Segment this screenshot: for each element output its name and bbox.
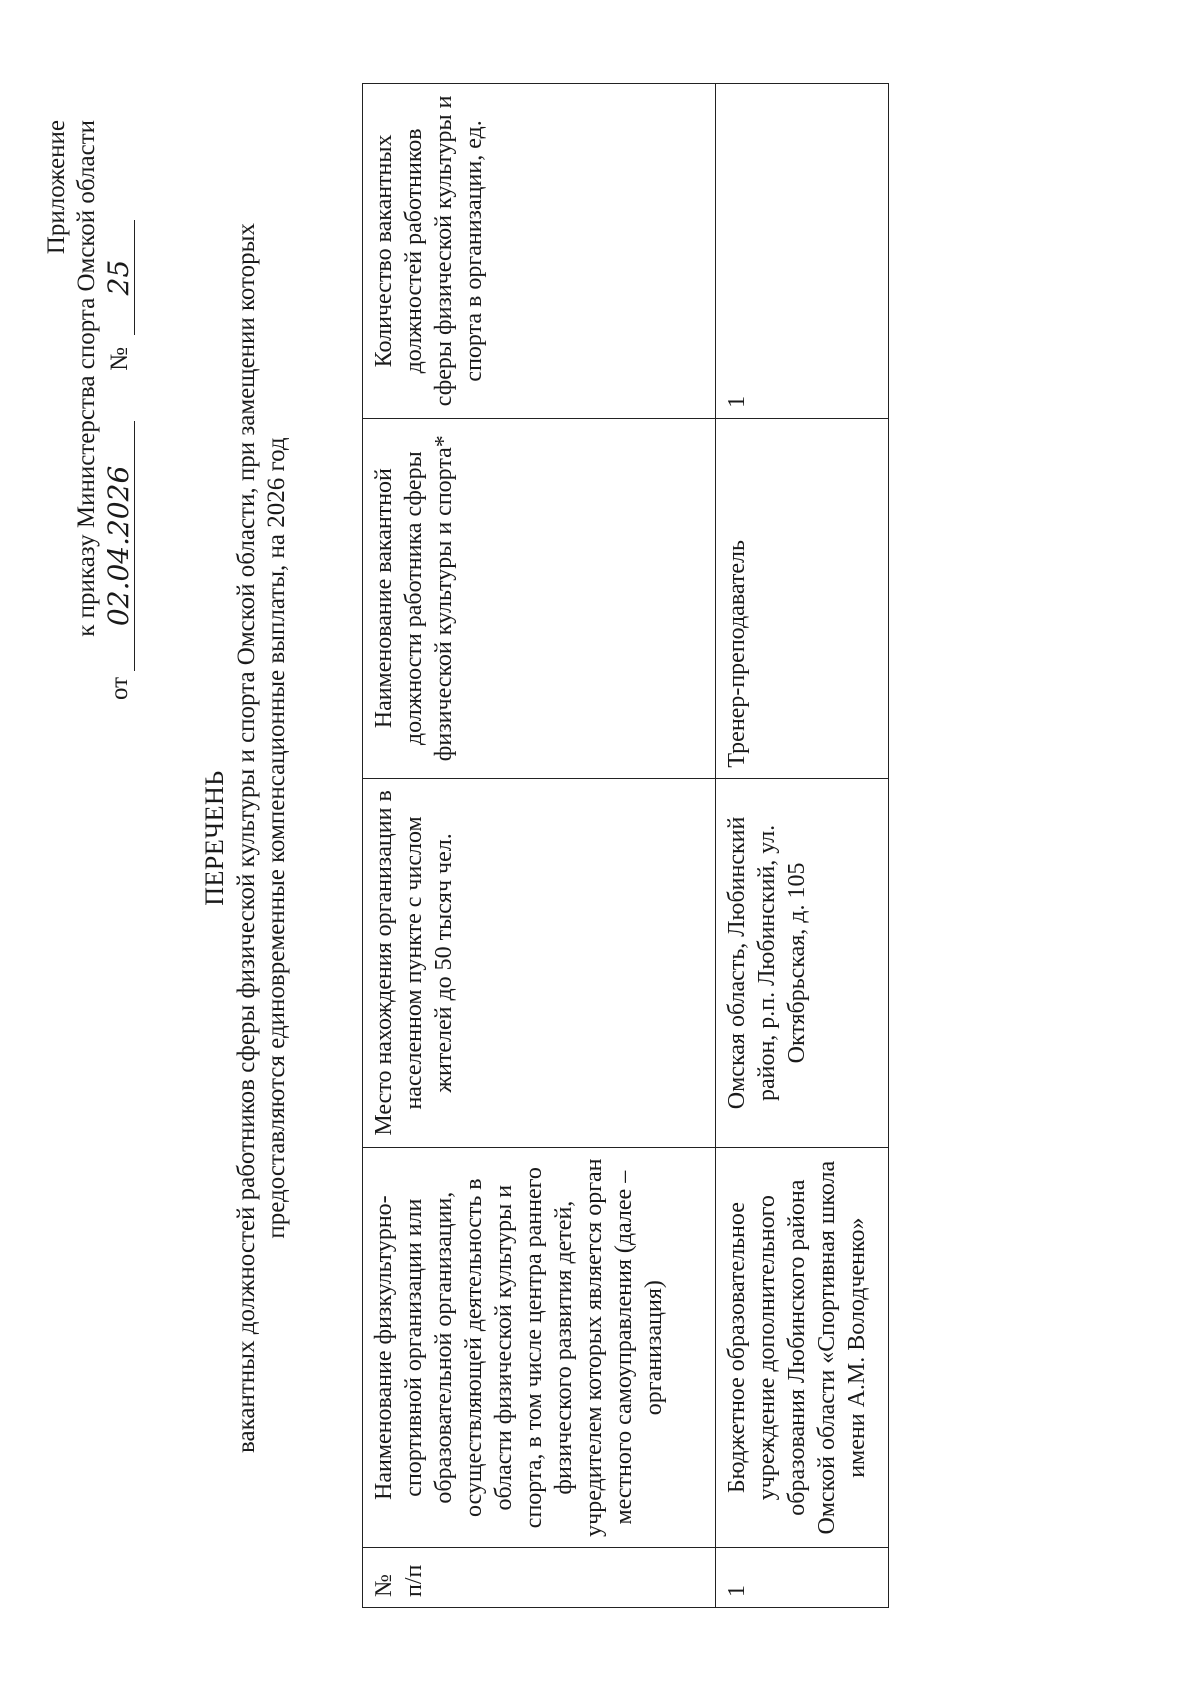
document-title — [200, 98, 292, 1578]
appendix-title: Приложение — [43, 120, 70, 255]
row-position: Тренер-преподаватель — [716, 418, 889, 778]
row-count: 1 — [716, 84, 889, 419]
header-count: Количество вакантных должностей работников сферы физической культуры и спорта в организации, ед. — [363, 84, 716, 419]
title-heading: ПЕРЕЧЕНЬ — [200, 770, 229, 906]
title-line-2: предоставляются единовременные компенсационные выплаты, на 2026 год — [263, 437, 290, 1239]
appendix-block — [42, 120, 135, 820]
date-value: 02.04.2026 — [104, 421, 135, 671]
table-header-row — [363, 84, 716, 1608]
appendix-order-ref: к приказу Министерства спорта Омской области — [73, 120, 100, 637]
header-organization: Наименование физкультурно-спортивной организации или образовательной организации, осуществляющей деятельность в области физической культуры и спорта, в том числе центра раннего физического развития детей, учредителем которых является орган местного самоуправления (далее – организация) — [363, 1148, 716, 1548]
header-num: № п/п — [363, 1548, 716, 1608]
header-position: Наименование вакантной должности работника сферы физической культуры и спорта* — [363, 418, 716, 778]
table-row — [716, 84, 889, 1608]
header-location: Место нахождения организации в населенном пункте с числом жителей до 50 тысяч чел. — [363, 778, 716, 1148]
row-organization: Бюджетное образовательное учреждение дополнительного образования Любинского района Омской области «Спортивная школа имени А.М. Володченко» — [716, 1148, 889, 1548]
number-value: 25 — [104, 220, 135, 335]
date-label: от — [106, 676, 133, 700]
title-line-1: вакантных должностей работников сферы физической культуры и спорта Омской области, при замещении которых — [233, 223, 260, 1453]
row-location: Омская область, Любинский район, р.п. Любинский, ул. Октябрьская, д. 105 — [716, 778, 889, 1148]
appendix-date-number — [104, 120, 135, 700]
row-num: 1 — [716, 1548, 889, 1608]
vacancies-table — [362, 83, 889, 1608]
number-label: № — [106, 347, 133, 371]
